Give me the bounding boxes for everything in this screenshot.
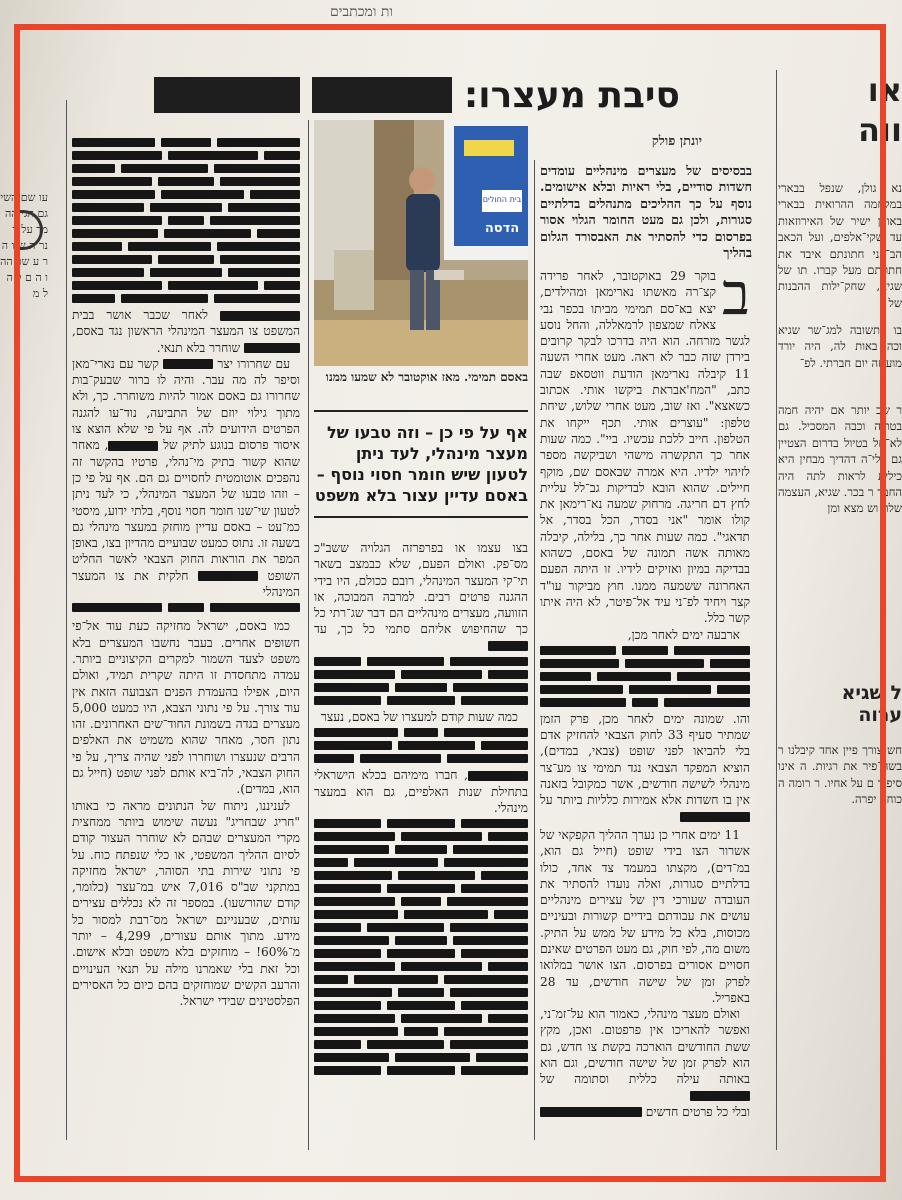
redaction xyxy=(314,1001,528,1010)
redaction xyxy=(72,255,300,264)
redaction xyxy=(314,832,528,841)
adjacent-text-4: חש צורך פיין אחד קיבלנו ר בשה־פיר את רגיות. ה אינו סיפור ם על אחיו. ר רומה ה כוחו, יפרה. xyxy=(778,743,902,807)
article-headline xyxy=(140,70,680,120)
redaction xyxy=(314,819,528,828)
redaction xyxy=(540,659,750,668)
adjacent-teaser: ל שגיא ערוה xyxy=(841,682,902,726)
redaction xyxy=(468,771,528,781)
article-column-2 xyxy=(314,540,528,1079)
redaction xyxy=(314,1066,528,1075)
redaction xyxy=(72,294,300,303)
column-rule xyxy=(66,100,67,1140)
paragraph: עם שחרורו יצר קשר עם נארי־מאן וסיפר לה מה עבר. והיה לו ברור שבעק־בות שחרורו גם באסם אמור להיות משוחרר. כך, ולא מתוך גילוי יוזם של התביעה, נוד־עו להגנה הפרטים הידועים לה. אף על פי שלא הוצא צו איסור פרסום בנוגע לתיק של , מאחר שהוא קשור בתיק מי־נהלי, פרטיו בהקשר זה נהפכים אוטומטית לחסויים גם הם. אף על פי כן – וזהו טבעו של המעצר המינהלי, כי לעד ניתן לטעון שי־שנו חומר חסוי נוסף, בלתי ידוע, מיסטי כמ־עט – באסם עדיין מוחזק במעצר מינהלי גם בשעה זו. נתוס כמעט שבועיים מהדיון בצו, באופן המפר את הוראות החוק הצבאי לאשר החליט השופט חלקית את צו המעצר המינהלי xyxy=(72,356,300,600)
column-rule xyxy=(776,70,777,1150)
adjacent-article-left: עו שם השי גם הגי הה מד על ר נר ה ש ו ה ר ע שכ הה ו ה ם ל ה ל מ xyxy=(0,191,48,300)
redaction xyxy=(540,1107,642,1117)
paragraph: כמה שעות קודם למעצרו של באסם, נעצר xyxy=(320,710,518,725)
adjacent-article-right xyxy=(778,70,902,922)
adjacent-text: נא גולן, שנפל בבארי במלחמה ההרואית בבארי באופן ישיר של האירוזאות עד שקי־אלפים, ועל הכאב הב־פני חתונתם איבד את חתונתם מעל קברו. תו של שגיא, שחק־ילות ההבנות של xyxy=(778,181,902,310)
redaction xyxy=(314,845,528,854)
paragraph: כמו באסם, ישראל מחזיקה כעת עוד אל־פי חשופים אחרים. בעבר נחשבו המעצרים בלא משפט לצעד השמור למקרים הקיצוניים ביותר. עמדה מתחסדת זו היתה שקרית תמיד, ואולם היום, אפילו בהעמדת הפנים הצבועה הזאת אין עוד צורך. על פי נתוני הצבא, היו כמעט 5,000 מעצרים בגדה בשמונת החוד־שים האחרונים. זהו נתון חסר, מאחר שהוא משמיט את האלפים הרבים שנעצרו ושוחררו לפני שהיה צריך, על פי החוק הצבאי, לה־ביא אותם לפני שופט (חייל גם הוא, במדים). xyxy=(72,619,300,797)
redaction xyxy=(198,571,258,581)
redaction xyxy=(108,441,158,451)
redaction xyxy=(314,754,528,763)
redaction xyxy=(314,741,528,750)
redaction xyxy=(314,884,528,893)
headline-redaction xyxy=(312,77,452,113)
headline-redaction xyxy=(154,77,300,113)
redaction xyxy=(314,910,528,919)
redaction xyxy=(72,177,300,186)
redaction xyxy=(314,949,528,958)
pull-quote: אף על פי כן – וזה טבעו של מעצר מינהלי, לעד ניתן לטעון שיש חומר חסוי נוסף – באסם עדיין עצור בלא משפט xyxy=(314,410,528,518)
redaction xyxy=(314,871,528,880)
hospital-photo-illustration xyxy=(314,120,528,366)
redaction xyxy=(314,988,528,997)
paragraph: 11 ימים אחרי כן נערך ההליך הקפקאי של אשרור הצו בידי שופט (חייל גם הוא, במ־דים), מקצתו במעמד צד אחד, כולו בדלתיים סגורות, ואלה נועדו להסתיר את העובדה שעורכי דין של עצירים מינהליים עושים את עבודתם בידיים קשורות ובעיניים מכוסות, בלא כל מידע של ממש על התיק. משום מה, לפי חוק, גם מעט הפרטים שאינם חסויים אסורים בפרסום. הצו אושר במלואו לפרק זמן של שישה חודשים, עד 28 באפריל. xyxy=(540,827,750,1005)
redaction xyxy=(72,603,300,612)
paragraph: והו. שמונה ימים לאחר מכן, פרק הזמן שמתיר סעיף 33 לחוק הצבאי להחזיק אדם בלי להביאו לפני שופט (צבאי, במדים), הוציא המפקד הצבאי נגד תמימי צו מע־צר מינהלי לשישה חודשים, אשר כמקובל בזאנה אין בו חשדות אלא אמירות כלליות ביותר על xyxy=(540,711,750,825)
redaction xyxy=(163,359,213,369)
redaction xyxy=(72,203,300,212)
adjacent-text-3: ר שב יותר אם יהיה חמה בטרוה וכבה המסכיל. גם לא־חל בטיול בדרום הצטיין גם בלי־ה דהדיך מבחין היא כילית לראות לתה היה החבר ר בכר. שגיא, העצמה שלו, וש מצא ומן xyxy=(778,403,902,516)
redaction xyxy=(314,936,528,945)
photo-caption: באסם תמימי. מאז אוקטובר לא שמעו ממנו xyxy=(325,370,528,384)
closing-line: ובלי כל פרטים חדשים xyxy=(540,1104,750,1120)
redaction xyxy=(314,858,528,867)
redaction xyxy=(314,975,528,984)
redaction xyxy=(314,670,528,679)
paragraph: בצו עצמו או בפרפרזה הגלויה ששב"כ מס־פק. ואולם הפעם, שלא כבמצב בשאר תי־קי המעצר המינהלי, רובם ככולם, היו בידי ההגנה פרטים רבים. למרבה המבוכה, או הזוועה, מעצרים מינהליים הם דבר שג־רתי כל כך שהחיפוש אליהם סתמי כל כך, עד xyxy=(314,540,528,654)
redaction xyxy=(690,1091,750,1101)
byline: יונתן פולק xyxy=(651,134,702,149)
redaction xyxy=(72,164,300,173)
redaction xyxy=(314,1053,528,1062)
adjacent-title: או ווה xyxy=(858,71,902,149)
redaction xyxy=(220,311,300,321)
redaction xyxy=(314,897,528,906)
redaction xyxy=(72,281,300,290)
headline-text: סיבת מעצרו: xyxy=(463,74,680,116)
paragraph: ארבעה ימים לאחר מכן, xyxy=(627,627,740,642)
redaction xyxy=(314,657,528,666)
redaction xyxy=(680,812,750,822)
drop-cap: ב xyxy=(722,260,750,328)
redaction xyxy=(488,641,528,651)
redaction xyxy=(314,1014,528,1023)
redaction xyxy=(314,696,528,705)
redaction xyxy=(72,138,300,147)
redaction xyxy=(540,646,750,655)
svg-text:בית החולים: בית החולים xyxy=(482,195,522,204)
adjacent-text-2: בו בתשובה למג־שר שגיא וכה באות לה, היה יורד מוע־זה יום חברתי. לפ־ xyxy=(778,323,902,370)
paragraph: לעניננו, ניתוח של הנתונים מראה כי באותו "חריג שבחריג" נעשה שימוש ביותר ממחצית מקרי המעצרים שבהם לא שוחרר העצור קודם לסיום ההליך המשפטי, או כלי שנפתח כוח. על פי נתוני שירות בתי הסוהר, ישראל מחזיקה במתקני שב"ס 7,016 איש במ־עצר (כלומר, קודם שהורשעו). במספר זה לא נכללים עצירים עזתים, שבעניינם ישראל מס־רבת למסור כל מידע. מתוך אותם עצורים, 4,299 – יותר מ־60%! – מוחזקים בלא משפט ובלא אישום. וכל זאת בלי שאמרנו מילה על תנאי העינויים והרעב הקשים שמוחזקים בהם כיום כל האסירים הפלסטינים שבידי ישראל. xyxy=(72,798,301,1009)
redaction xyxy=(72,242,300,251)
article-column-3 xyxy=(72,135,300,1009)
paragraph: , חברו מימיהם בכלא הישראלי בתחילת שנות האלפיים, גם הוא במעצר מינהלי. xyxy=(314,768,528,815)
redaction xyxy=(314,1040,528,1049)
redaction xyxy=(72,190,300,199)
section-header: ות ומכתבים xyxy=(330,4,393,20)
article-column-1 xyxy=(540,260,750,1120)
paragraph: לאחר שכבר אושר בבית המשפט צו המעצר המינהלי הראשון נגד באסם, שוחרר בלא תנאי. xyxy=(72,308,300,355)
redaction xyxy=(540,685,750,694)
redaction xyxy=(314,923,528,932)
redaction xyxy=(314,962,528,971)
redaction xyxy=(72,229,300,238)
redaction xyxy=(314,728,528,737)
redaction xyxy=(72,268,300,277)
paragraph: ב בוקר 29 באוקטובר, לאחר פרידה קצ־רה מאשתו נארימאן ומהילדים, יצא באּ־סם תמימי מביתו בכפר נבי צאלח שמצפון לרמאללה, והחל נוסע לגשר מזרחה. הוא היה בדרכו לבקר קרובים בירדן שזה כבר לא ראה. מעט אחרי השעה 11 קיבלה נארימאן הודעת ווטסאפ שבה כתב, "המח'אבראת ביקשו אותי. אכתוב כשאצא". ואז שוב, מעט אחרי שלוש, שיחת טלפון: "עוצרים אותי. תכף ייקחו את הטלפון. חייב ללכת עכשיו. ביי". כמה שעות אחר כך התקשרה מישהי ושביקשה מספר לזיהוי ילדיו. היא אמרה שבאסם שם, מוקף חיילים. שהוא הובא לבדיקות גב־לל עליית לחץ דם חריגה. מרחוק שמעה נא־רימאן את קולו אומר "אני בסדר, הכל בסדר, אל תדאגי". כמה שעות אחר כך, בלילה, קיבלה מאותה אשה תמונה של באסם, כשהוא בבדיקה במיון ואזיקים לידיו. זו היתה הפעם האחרונה ששמעה ממנו. חוץ מביקור עו"ד קצר ויחיד לפ־ני עיד אל־פיטר, לא היה איתו קשר כלל. xyxy=(540,260,750,626)
redaction xyxy=(72,216,300,225)
article-lead: בבסיסים של מעצרים מינהליים עומדים חשדות סודיים, בלי ראיות ובלא אישומים. נוסף על כך ההליכים מתנהלים בדלתיים סגורות, ולכן גם מעט החומר הגלוי אסור בפרסום כדי להסתיר את האבסורד הגלום בהליך xyxy=(540,163,752,261)
paragraph: ואולם מעצר מינהלי, כאמור הוא על־זמ־ני, ואפשר להאריכו אין פרפטום. ואכן, מקץ ששת החודשים הוארכה בקשת צו חדש, גם הוא לפרק זמן של שישה חודשים, וגם הוא באותה עילה כללית וסתומה של xyxy=(540,1006,750,1104)
redaction xyxy=(314,683,528,692)
redaction xyxy=(540,672,750,681)
column-rule xyxy=(308,120,309,1150)
column-rule xyxy=(534,160,535,1140)
redaction xyxy=(244,343,300,353)
redaction xyxy=(540,698,750,707)
redaction xyxy=(72,151,300,160)
redaction xyxy=(314,1027,528,1036)
svg-text:הדסה: הדסה xyxy=(484,221,520,236)
article-photo xyxy=(314,120,528,366)
